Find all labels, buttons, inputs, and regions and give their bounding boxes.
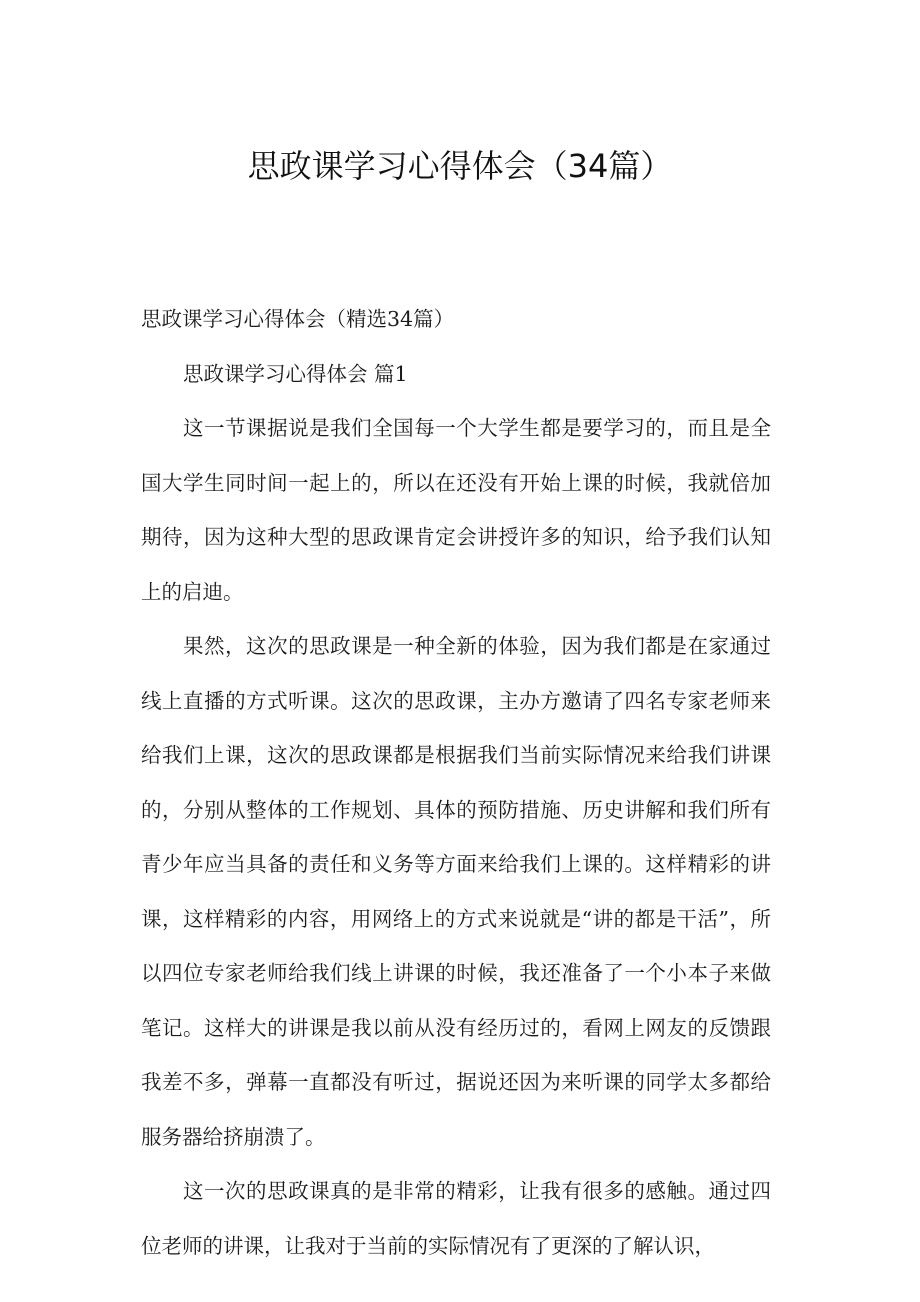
paragraph: 果然，这次的思政课是一种全新的体验，因为我们都是在家通过线上直播的方式听课。这次的思政课，主办方邀请了四名专家老师来给我们上课，这次的思政课都是根据我们当前实际情况来给我们讲课的，分别从整体的工作规划、具体的预防措施、历史讲解和我们所有青少年应当具备的责任和义务等方面来给我们上课的。这样精彩的讲课，这样精彩的内容，用网络上的方式来说就是“讲的都是干活”，所以四位专家老师给我们线上讲课的时候，我还准备了一个小本子来做笔记。这样大的讲课是我以前从没有经历过的，看网上网友的反馈跟我差不多，弹幕一直都没有听过，据说还因为来听课的同学太多都给服务器给挤崩溃了。 [141,634,771,1149]
paragraph: 这一节课据说是我们全国每一个大学生都是要学习的，而且是全国大学生同时间一起上的，所以在还没有开始上课的时候，我就倍加期待，因为这种大型的思政课肯定会讲授许多的知识，给予我们认知上的启迪。 [141,416,771,604]
document-body [141,292,771,1273]
paragraph: 这一次的思政课真的是非常的精彩，让我有很多的感触。通过四位老师的讲课，让我对于当前的实际情况有了更深的了解认识， [141,1179,771,1258]
document-title: 思政课学习心得体会（34篇） [247,147,673,185]
document-subtitle: 思政课学习心得体会（精选34篇） [141,307,455,331]
section-heading: 思政课学习心得体会 篇1 [183,361,408,386]
